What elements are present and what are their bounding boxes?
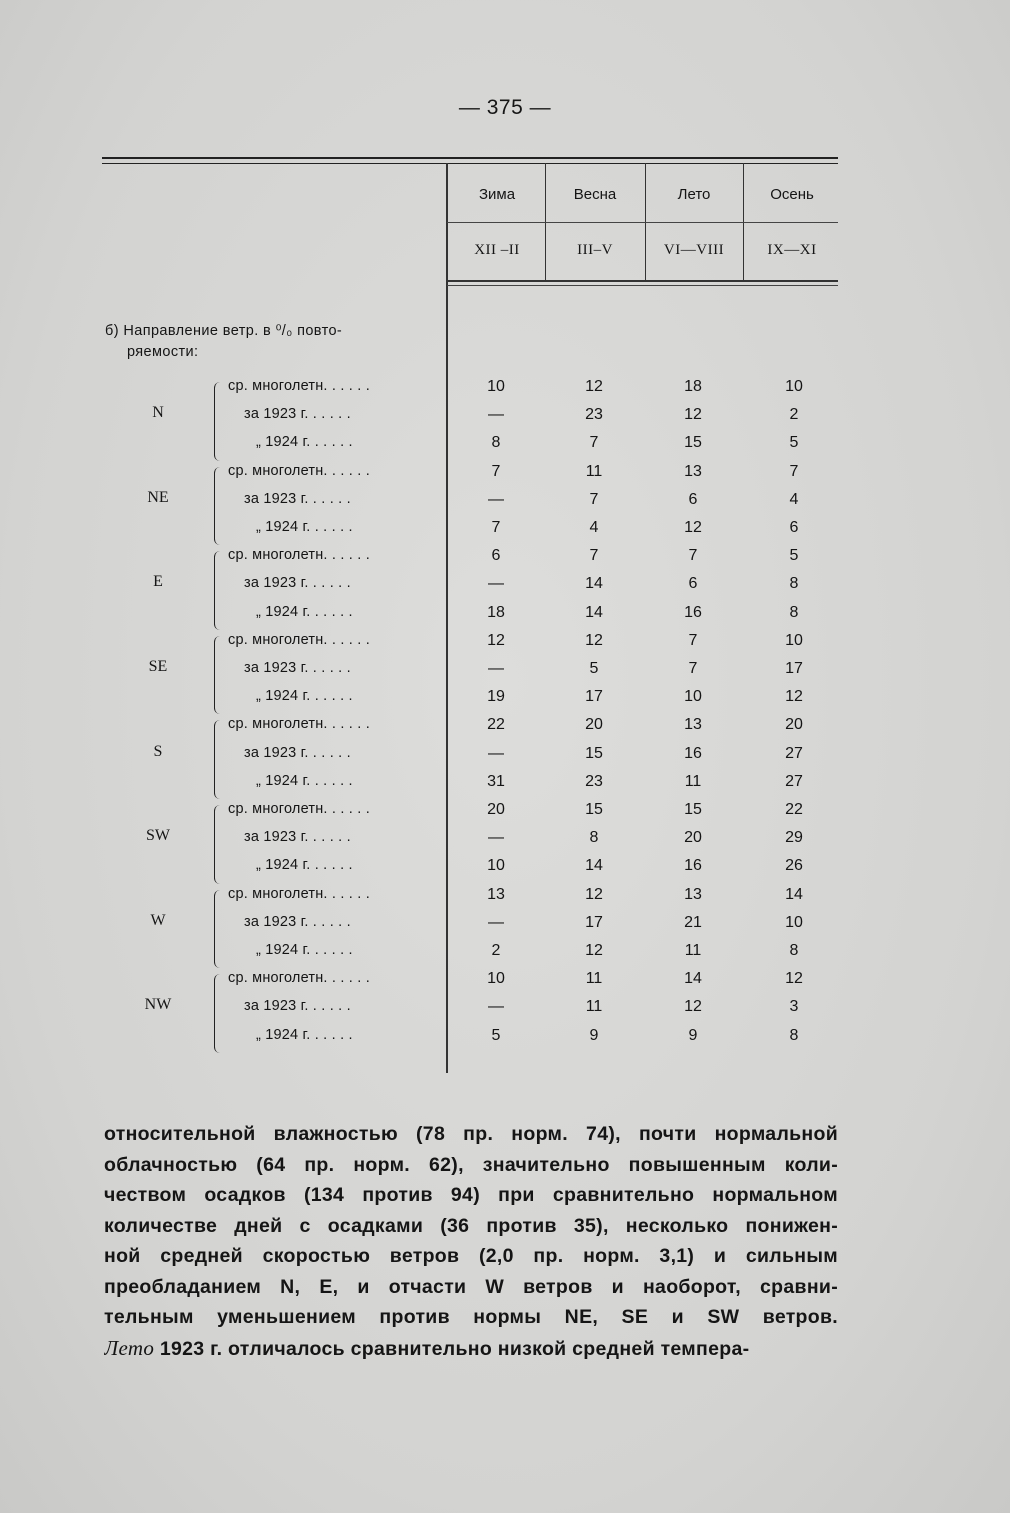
paragraph-line: облачностью (64 пр. норм. 62), значительно повышенным коли- bbox=[104, 1153, 838, 1176]
table-cell: 12 bbox=[585, 631, 603, 649]
table-cell: 17 bbox=[585, 913, 603, 931]
table-cell: 6 bbox=[688, 575, 698, 593]
table-cell: 16 bbox=[684, 744, 702, 762]
header-bottom-rule-thin bbox=[447, 285, 838, 286]
row-label: ср. многолетн. . . . . . bbox=[228, 716, 370, 733]
group-brace bbox=[214, 467, 225, 546]
row-label: „ 1924 г. . . . . . bbox=[256, 772, 353, 789]
table-cell: 3 bbox=[789, 998, 799, 1016]
table-cell: 12 bbox=[684, 406, 702, 424]
table-cell: 12 bbox=[585, 885, 603, 903]
row-label: за 1923 г. . . . . . bbox=[244, 829, 351, 846]
direction-label: NW bbox=[144, 996, 172, 1014]
table-cell: 23 bbox=[585, 772, 603, 790]
row-label: за 1923 г. . . . . . bbox=[244, 490, 351, 507]
season-name: Осень bbox=[770, 186, 814, 203]
row-label: за 1923 г. . . . . . bbox=[244, 660, 351, 676]
table-cell: 12 bbox=[684, 519, 702, 536]
table-cell: 6 bbox=[688, 490, 698, 508]
table-cell: 17 bbox=[785, 660, 803, 677]
table-top-rule bbox=[102, 157, 838, 159]
table-cell: 11 bbox=[684, 772, 702, 790]
table-cell: 5 bbox=[789, 434, 799, 452]
table-cell: — bbox=[488, 744, 504, 762]
table-cell: 10 bbox=[487, 970, 505, 988]
table-cell: 10 bbox=[487, 378, 505, 395]
table-cell: 9 bbox=[688, 1026, 698, 1044]
table-cell: 13 bbox=[684, 885, 702, 903]
table-cell: 10 bbox=[684, 688, 702, 706]
paragraph-line: тельным уменьшением против нормы NE, SE и SW ветров. bbox=[104, 1306, 838, 1328]
table-cell: 8 bbox=[491, 434, 501, 452]
row-label: за 1923 г. . . . . . bbox=[244, 744, 351, 761]
table-cell: 10 bbox=[785, 913, 803, 931]
table-cell: 12 bbox=[487, 631, 505, 649]
table-cell: 19 bbox=[487, 688, 505, 706]
table-cell: — bbox=[488, 406, 504, 424]
season-name: Лето bbox=[677, 186, 711, 203]
table-cell: 7 bbox=[589, 434, 599, 452]
table-cell: 8 bbox=[789, 1026, 799, 1044]
header-bottom-rule bbox=[447, 280, 838, 282]
table-cell: 7 bbox=[789, 462, 799, 480]
table-cell: 5 bbox=[789, 547, 799, 565]
table-cell: — bbox=[488, 829, 504, 847]
row-label: ср. многолетн. . . . . . bbox=[228, 378, 370, 394]
table-cell: 20 bbox=[585, 716, 603, 734]
row-label: ср. многолетн. . . . . . bbox=[228, 631, 370, 648]
table-cell: 4 bbox=[789, 490, 799, 508]
direction-label: N bbox=[152, 404, 164, 422]
paragraph-line-text: 1923 г. отличалось сравнительно низкой средней темпера- bbox=[154, 1337, 750, 1360]
paragraph-line bbox=[104, 1333, 838, 1365]
table-cell: 13 bbox=[684, 462, 702, 480]
table-cell: 29 bbox=[785, 829, 803, 847]
row-label: „ 1924 г. . . . . . bbox=[256, 1026, 353, 1043]
table-cell: 4 bbox=[589, 519, 599, 536]
row-label: „ 1924 г. . . . . . bbox=[256, 942, 353, 958]
row-label: ср. многолетн. . . . . . bbox=[228, 970, 370, 987]
paragraph-line: преобладанием N, E, и отчасти W ветров и наоборот, сравни- bbox=[104, 1275, 838, 1298]
paragraph-italic-word: Лето bbox=[104, 1335, 155, 1360]
table-cell: 23 bbox=[585, 406, 603, 424]
group-brace bbox=[214, 805, 225, 884]
group-brace bbox=[214, 636, 225, 715]
table-cell: 15 bbox=[684, 434, 702, 452]
table-cell: 5 bbox=[589, 660, 599, 677]
season-name: Весна bbox=[573, 186, 617, 203]
table-cell: 16 bbox=[684, 857, 702, 875]
table-cell: 6 bbox=[789, 519, 799, 536]
table-cell: 13 bbox=[487, 885, 505, 903]
table-cell: 2 bbox=[789, 406, 799, 424]
table-cell: 7 bbox=[589, 547, 599, 565]
section-label bbox=[105, 321, 445, 363]
page-number: — 375 — bbox=[458, 96, 552, 119]
table-cell: 14 bbox=[684, 970, 702, 988]
table-cell: 27 bbox=[785, 772, 803, 790]
table-cell: 27 bbox=[785, 744, 803, 762]
table-cell: 10 bbox=[785, 631, 803, 649]
table-cell: 12 bbox=[585, 942, 603, 959]
table-cell: 7 bbox=[491, 462, 501, 480]
table-cell: 12 bbox=[785, 970, 803, 988]
table-cell: 21 bbox=[684, 913, 702, 931]
group-brace bbox=[214, 551, 225, 630]
table-cell: 5 bbox=[491, 1026, 501, 1044]
row-label: „ 1924 г. . . . . . bbox=[256, 688, 353, 705]
table-cell: 14 bbox=[785, 885, 803, 903]
table-cell: 7 bbox=[688, 547, 698, 565]
table-cell: 14 bbox=[585, 603, 603, 621]
row-label: ср. многолетн. . . . . . bbox=[228, 885, 370, 902]
row-label: ср. многолетн. . . . . . bbox=[228, 462, 370, 479]
table-cell: 8 bbox=[789, 603, 799, 621]
table-cell: 14 bbox=[585, 857, 603, 875]
table-cell: 8 bbox=[789, 575, 799, 593]
row-label: „ 1924 г. . . . . . bbox=[256, 603, 353, 620]
season-months: VI—VIII bbox=[663, 242, 725, 258]
body-paragraph bbox=[104, 1119, 838, 1364]
table-cell: 11 bbox=[585, 462, 603, 480]
direction-label: SE bbox=[148, 658, 168, 675]
section-label-line: б) Направление ветр. в ⁰/₀ повто- bbox=[105, 323, 343, 339]
group-brace bbox=[214, 720, 225, 799]
table-cell: 2 bbox=[491, 942, 501, 959]
table-cell: 26 bbox=[785, 857, 803, 875]
table-cell: 7 bbox=[688, 631, 698, 649]
group-brace bbox=[214, 890, 225, 969]
table-cell: 11 bbox=[585, 998, 603, 1016]
paragraph-line: ной средней скоростью ветров (2,0 пр. норм. 3,1) и сильным bbox=[104, 1245, 838, 1267]
table-cell: 13 bbox=[684, 716, 702, 734]
table-cell: 10 bbox=[785, 378, 803, 395]
group-brace bbox=[214, 974, 225, 1053]
paragraph-line: количестве дней с осадками (36 против 35), несколько понижен- bbox=[104, 1214, 838, 1237]
table-cell: 14 bbox=[585, 575, 603, 593]
table-cell: 7 bbox=[589, 490, 599, 508]
row-label: за 1923 г. . . . . . bbox=[244, 998, 351, 1015]
table-cell: 18 bbox=[487, 603, 505, 621]
table-cell: 15 bbox=[684, 801, 702, 818]
direction-label: NE bbox=[147, 488, 169, 506]
table-cell: 16 bbox=[684, 603, 702, 621]
table-cell: 7 bbox=[491, 519, 501, 536]
table-cell: 22 bbox=[487, 716, 505, 734]
row-label: за 1923 г. . . . . . bbox=[244, 913, 351, 930]
table-cell: 31 bbox=[487, 772, 505, 790]
table-cell: 22 bbox=[785, 801, 803, 818]
table-cell: 15 bbox=[585, 801, 603, 818]
row-label: „ 1924 г. . . . . . bbox=[256, 434, 353, 451]
season-months: III–V bbox=[577, 242, 613, 258]
table-cell: 20 bbox=[684, 829, 702, 847]
table-cell: 8 bbox=[789, 942, 799, 959]
season-months: XII –II bbox=[474, 242, 520, 258]
row-label: ср. многолетн. . . . . . bbox=[228, 801, 370, 817]
table-cell: 6 bbox=[491, 547, 501, 565]
direction-label: S bbox=[153, 742, 163, 760]
table-cell: 12 bbox=[785, 688, 803, 706]
direction-label: SW bbox=[146, 827, 170, 845]
table-cell: — bbox=[488, 998, 504, 1016]
table-cell: 7 bbox=[688, 660, 698, 677]
table-cell: 17 bbox=[585, 688, 603, 706]
table-cell: 11 bbox=[585, 970, 603, 988]
table-cell: — bbox=[488, 660, 504, 677]
row-label: „ 1924 г. . . . . . bbox=[256, 857, 353, 874]
row-label: ср. многолетн. . . . . . bbox=[228, 547, 370, 564]
table-cell: — bbox=[488, 913, 504, 931]
table-cell: 11 bbox=[684, 942, 702, 959]
table-cell: — bbox=[488, 575, 504, 593]
direction-label: W bbox=[150, 911, 166, 929]
header-divider bbox=[447, 222, 838, 223]
table-cell: 10 bbox=[487, 857, 505, 875]
group-brace bbox=[214, 382, 225, 461]
paragraph-line: чеством осадков (134 против 94) при сравнительно нормальном bbox=[104, 1184, 838, 1206]
table-cell: 8 bbox=[589, 829, 599, 847]
season-months: IX—XI bbox=[767, 242, 817, 258]
row-label: „ 1924 г. . . . . . bbox=[256, 519, 353, 535]
season-name: Зима bbox=[478, 186, 516, 203]
table-top-rule-thin bbox=[102, 163, 838, 164]
table-cell: 18 bbox=[684, 378, 702, 395]
paragraph-line: относительной влажностью (78 пр. норм. 74), почти нормальной bbox=[104, 1123, 838, 1145]
section-label-line: ряемости: bbox=[127, 344, 199, 360]
table-cell: 12 bbox=[684, 998, 702, 1016]
table-cell: 15 bbox=[585, 744, 603, 762]
row-label: за 1923 г. . . . . . bbox=[244, 575, 351, 592]
table-cell: 20 bbox=[487, 801, 505, 818]
row-label: за 1923 г. . . . . . bbox=[244, 406, 351, 423]
table-cell: — bbox=[488, 490, 504, 508]
table-cell: 9 bbox=[589, 1026, 599, 1044]
table-cell: 12 bbox=[585, 378, 603, 395]
direction-label: E bbox=[153, 573, 163, 591]
table-cell: 20 bbox=[785, 716, 803, 734]
